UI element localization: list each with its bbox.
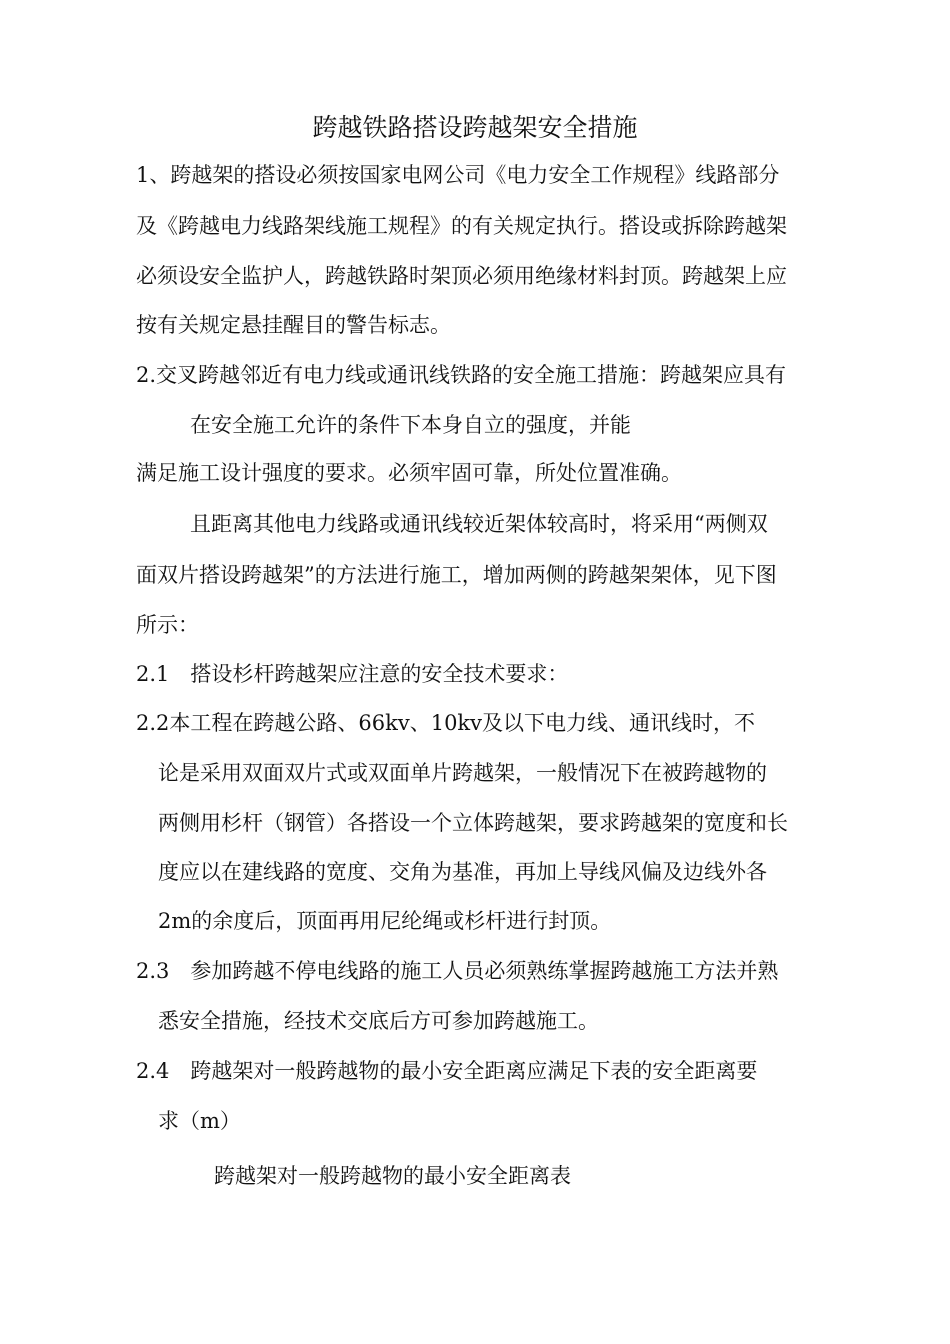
paragraph-line: 2m的余度后，顶面再用尼纶绳或杉杆进行封顶。 (158, 909, 612, 933)
paragraph-line: 2.2本工程在跨越公路、66kv、10kv及以下电力线、通讯线时，不 (136, 711, 756, 735)
paragraph-line: 满足施工设计强度的要求。必须牢固可靠，所处位置准确。 (136, 461, 682, 485)
paragraph-line: 1、跨越架的搭设必须按国家电网公司《电力安全工作规程》线路部分 (136, 163, 780, 187)
paragraph-line: 2.3 参加跨越不停电线路的施工人员必须熟练掌握跨越施工方法并熟 (136, 959, 779, 983)
paragraph-line: 论是采用双面双片式或双面单片跨越架，一般情况下在被跨越物的 (158, 761, 767, 785)
paragraph-line: 2.4 跨越架对一般跨越物的最小安全距离应满足下表的安全距离要 (136, 1059, 758, 1083)
paragraph-line: 所示： (136, 613, 199, 637)
paragraph-line: 及《跨越电力线路架线施工规程》的有关规定执行。搭设或拆除跨越架 (136, 214, 787, 238)
document-title: 跨越铁路搭设跨越架安全措施 (312, 113, 638, 142)
paragraph-line: 悉安全措施，经技术交底后方可参加跨越施工。 (158, 1009, 599, 1033)
paragraph-line: 且距离其他电力线路或通讯线较近架体较高时，将采用“两侧双 (190, 512, 768, 536)
table-caption: 跨越架对一般跨越物的最小安全距离表 (214, 1164, 571, 1188)
paragraph-line: 按有关规定悬挂醒目的警告标志。 (136, 313, 451, 337)
paragraph-line: 两侧用杉杆（钢管）各搭设一个立体跨越架，要求跨越架的宽度和长 (158, 811, 788, 835)
paragraph-line: 求（m） (158, 1109, 241, 1133)
paragraph-line: 面双片搭设跨越架”的方法进行施工，增加两侧的跨越架架体，见下图 (136, 563, 777, 587)
paragraph-line: 2.交叉跨越邻近有电力线或通讯线铁路的安全施工措施：跨越架应具有 (136, 363, 787, 387)
paragraph-line: 度应以在建线路的宽度、交角为基准，再加上导线风偏及边线外各 (158, 860, 767, 884)
paragraph-line: 2.1 搭设杉杆跨越架应注意的安全技术要求： (136, 662, 569, 686)
paragraph-line: 必须设安全监护人，跨越铁路时架顶必须用绝缘材料封顶。跨越架上应 (136, 264, 787, 288)
paragraph-line: 在安全施工允许的条件下本身自立的强度，并能 (190, 413, 631, 437)
